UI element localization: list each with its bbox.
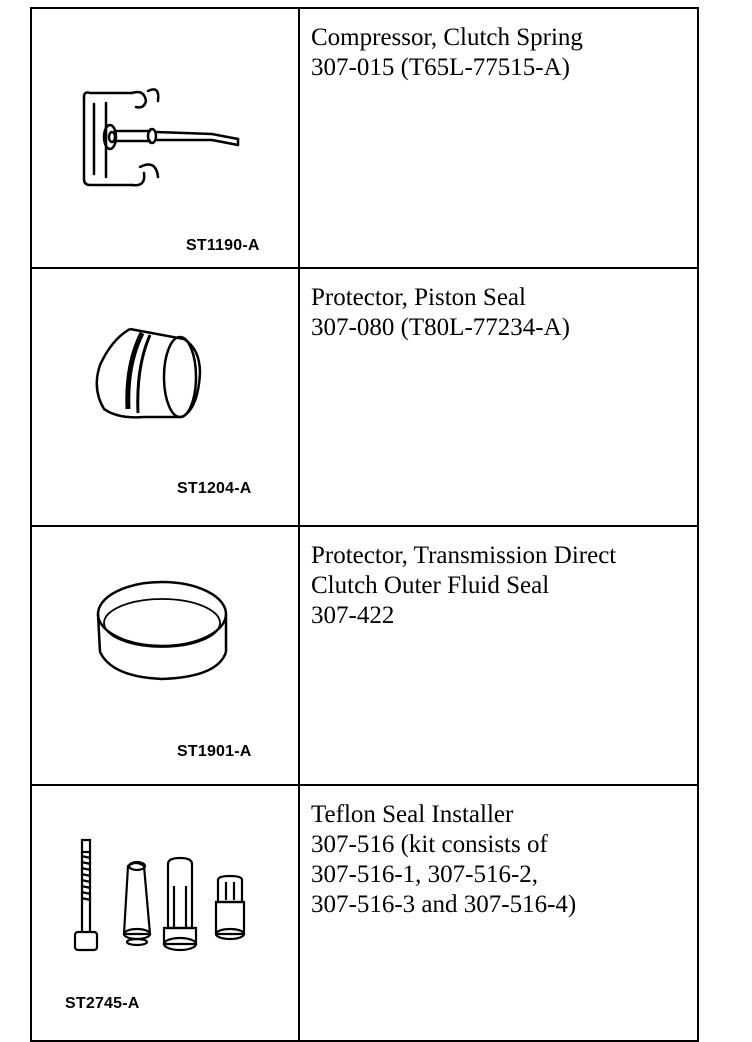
tool-name: Protector, Transmission Direct — [311, 542, 617, 569]
tool-name-continued: Clutch Outer Fluid Seal — [311, 572, 550, 599]
tool-description-cell — [299, 526, 698, 785]
tool-part-number: 307-422 — [311, 602, 395, 629]
tool-description-cell — [299, 8, 698, 268]
tool-description-cell — [299, 785, 698, 1041]
tool-row-piston-seal-protector — [31, 268, 698, 526]
tool-image-cell — [31, 8, 299, 268]
figure-id-label: ST1204-A — [177, 480, 252, 497]
tool-name: Teflon Seal Installer — [311, 801, 514, 828]
tool-row-clutch-spring-compressor — [31, 8, 698, 268]
tool-description-cell — [299, 268, 698, 526]
clutch-spring-compressor-icon — [32, 9, 300, 267]
tool-row-teflon-seal-installer — [31, 785, 698, 1041]
tool-name: Compressor, Clutch Spring — [311, 24, 583, 51]
special-tools-table — [30, 7, 699, 1042]
tool-image-cell — [31, 785, 299, 1041]
figure-id-label: ST1190-A — [186, 237, 260, 254]
tool-image-cell — [31, 268, 299, 526]
tool-image-cell — [31, 526, 299, 785]
tool-row-seal-protector — [31, 526, 698, 785]
tool-name: Protector, Piston Seal — [311, 284, 526, 311]
tool-part-number: 307-015 (T65L-77515-A) — [311, 54, 570, 81]
tool-part-number: 307-516 (kit consists of — [311, 831, 548, 858]
piston-seal-protector-icon — [32, 269, 300, 525]
figure-id-label: ST1901-A — [177, 743, 252, 760]
kit-contents-line: 307-516-3 and 307-516-4) — [311, 891, 577, 918]
tool-part-number: 307-080 (T80L-77234-A) — [311, 314, 570, 341]
seal-protector-ring-icon — [32, 527, 300, 784]
kit-contents-line: 307-516-1, 307-516-2, — [311, 861, 539, 888]
figure-id-label: ST2745-A — [65, 995, 140, 1012]
